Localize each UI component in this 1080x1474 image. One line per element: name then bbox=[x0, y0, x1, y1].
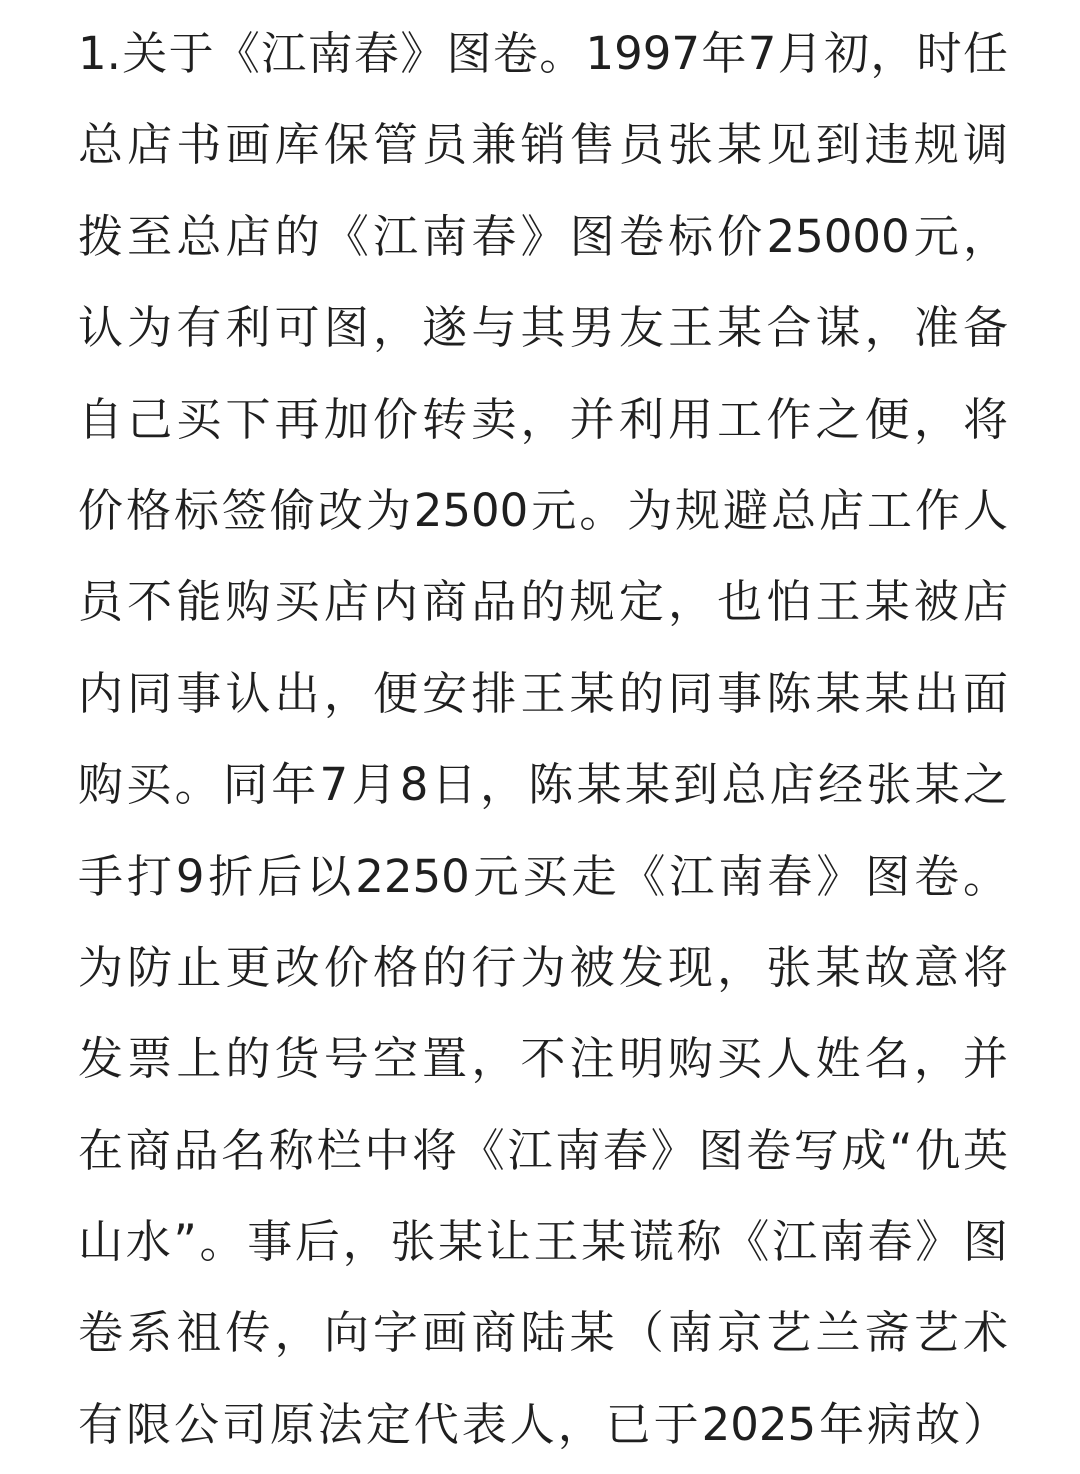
article-line-11: 为防止更改价格的行为被发现，张某故意将 bbox=[78, 940, 1008, 994]
article-line-10: 手打9折后以2250元买走《江南春》图卷。 bbox=[78, 849, 1008, 903]
article-line-12: 发票上的货号空置，不注明购买人姓名，并 bbox=[78, 1032, 1008, 1086]
article-line-14: 山水”。事后，张某让王某谎称《江南春》图 bbox=[78, 1215, 1008, 1269]
article-line-7: 员不能购买店内商品的规定，也怕王某被店 bbox=[78, 575, 1008, 629]
article-line-2: 总店书画库保管员兼销售员张某见到违规调 bbox=[78, 118, 1008, 172]
article-line-15: 卷系祖传，向字画商陆某（南京艺兰斋艺术 bbox=[78, 1306, 1008, 1360]
article-body bbox=[78, 8, 1008, 1470]
article-line-9: 购买。同年7月8日，陈某某到总店经张某之 bbox=[78, 758, 1008, 812]
article-line-16: 有限公司原法定代表人，已于2025年病故） bbox=[78, 1397, 1008, 1451]
article-line-3: 拨至总店的《江南春》图卷标价25000元， bbox=[78, 209, 1008, 263]
article-line-13: 在商品名称栏中将《江南春》图卷写成“仇英 bbox=[78, 1123, 1008, 1177]
article-line-1: 1.关于《江南春》图卷。1997年7月初，时任 bbox=[78, 27, 1008, 80]
article-line-4: 认为有利可图，遂与其男友王某合谋，准备 bbox=[78, 301, 1008, 355]
article-line-5: 自己买下再加价转卖，并利用工作之便，将 bbox=[78, 392, 1008, 446]
article-line-8: 内同事认出，便安排王某的同事陈某某出面 bbox=[78, 666, 1008, 720]
article-line-6: 价格标签偷改为2500元。为规避总店工作人 bbox=[78, 483, 1008, 537]
